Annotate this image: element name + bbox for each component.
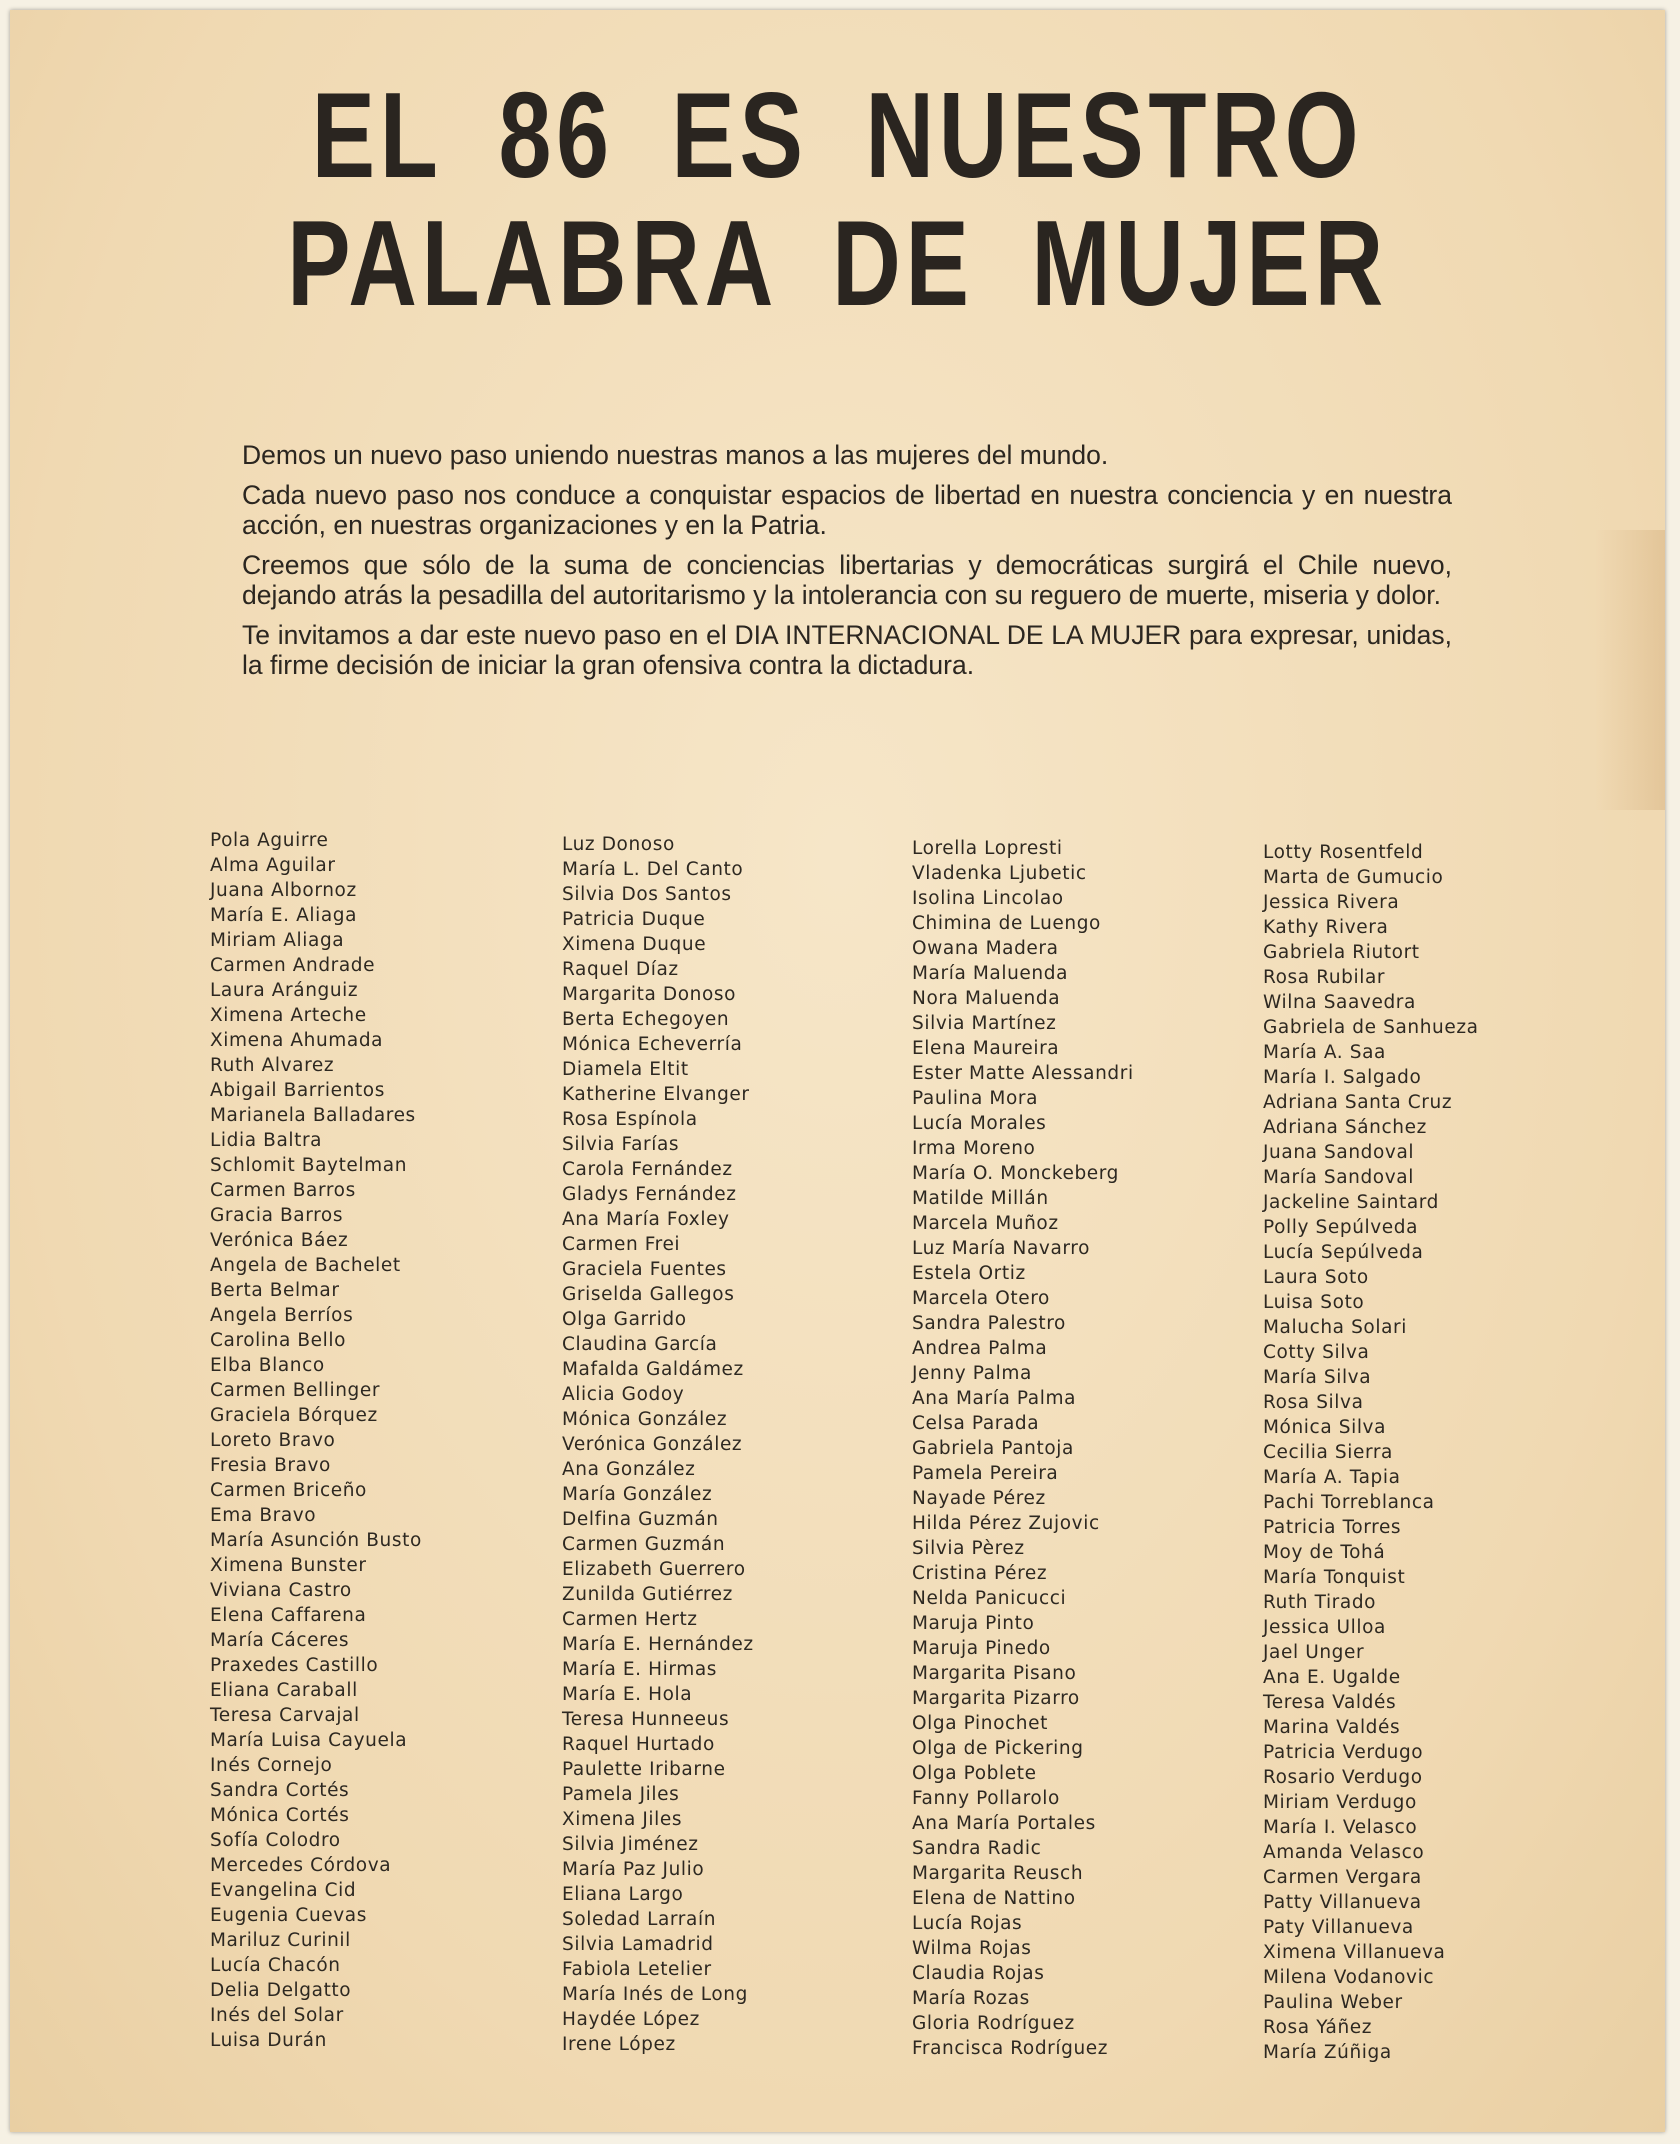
signatory-name: Gloria Rodríguez (912, 2013, 1075, 2034)
signatory-name: Alicia Godoy (562, 1384, 685, 1405)
signatory-name: Patricia Verdugo (1263, 1742, 1424, 1763)
signatory-name: Verónica Báez (210, 1230, 349, 1251)
signatory-name: Elizabeth Guerrero (562, 1559, 746, 1580)
signatory-name: Carmen Briceño (210, 1480, 367, 1501)
signatory-name: Wilna Saavedra (1263, 992, 1416, 1013)
signatory-name: Pachi Torreblanca (1263, 1492, 1435, 1513)
signatory-name: María I. Velasco (1263, 1817, 1418, 1838)
signatory-name: Adriana Santa Cruz (1263, 1092, 1453, 1113)
signatory-name: Ester Matte Alessandri (912, 1063, 1134, 1084)
signatory-name: Delfina Guzmán (562, 1509, 719, 1530)
signatory-name: Sandra Palestro (912, 1313, 1066, 1334)
signatory-name: Carmen Frei (562, 1234, 681, 1255)
signatory-name: Claudia Rojas (912, 1963, 1045, 1984)
signatory-name: María L. Del Canto (562, 859, 744, 880)
signatory-name: Raquel Hurtado (562, 1734, 715, 1755)
signatory-name: María A. Tapia (1263, 1467, 1401, 1488)
signatory-name: Milena Vodanovic (1263, 1967, 1435, 1988)
signatory-name: Owana Madera (912, 938, 1059, 959)
signatory-name: Maruja Pinedo (912, 1638, 1051, 1659)
signatory-name: Evangelina Cid (210, 1880, 357, 1901)
signatory-name: Nelda Panicucci (912, 1588, 1067, 1609)
signatory-name: María E. Hirmas (562, 1659, 718, 1680)
signatory-name: Ana María Palma (912, 1388, 1077, 1409)
signatory-name: Patty Villanueva (1263, 1892, 1422, 1913)
signatory-name: Luz María Navarro (912, 1238, 1091, 1259)
signatory-name: Eliana Caraball (210, 1680, 358, 1701)
signatory-name: Lucía Chacón (210, 1955, 341, 1976)
headline (192, 67, 1483, 332)
signatory-name: María Sandoval (1263, 1167, 1414, 1188)
signatory-name: Irene López (562, 2034, 676, 2055)
signatory-name: Andrea Palma (912, 1338, 1048, 1359)
signatory-name: Rosa Yáñez (1263, 2017, 1373, 2038)
signatory-name: Mónica Cortés (210, 1805, 350, 1826)
signatory-name: Isolina Lincolao (912, 888, 1064, 909)
signatory-name: Cristina Pérez (912, 1563, 1048, 1584)
signatory-name: Paty Villanueva (1263, 1917, 1414, 1938)
signatory-name: Ana María Portales (912, 1813, 1096, 1834)
signatory-name: Marcela Otero (912, 1288, 1050, 1309)
signatory-name: Olga Pinochet (912, 1713, 1048, 1734)
signatory-name: Fanny Pollarolo (912, 1788, 1060, 1809)
signatory-name: Rosa Silva (1263, 1392, 1364, 1413)
signatory-name: Margarita Reusch (912, 1863, 1084, 1884)
flyer-page (10, 10, 1665, 2132)
signatory-name: Fabiola Letelier (562, 1959, 712, 1980)
signatory-name: Silvia Lamadrid (562, 1934, 714, 1955)
signatory-name: Sandra Radic (912, 1838, 1042, 1859)
signatory-name: Miriam Verdugo (1263, 1792, 1417, 1813)
signatory-name: María Paz Julio (562, 1859, 705, 1880)
signatory-name: Patricia Duque (562, 909, 706, 930)
signatory-name: Berta Belmar (210, 1280, 340, 1301)
signatory-name: Luz Donoso (562, 834, 675, 855)
signatory-name: Nayade Pérez (912, 1488, 1046, 1509)
signatory-name: María Inés de Long (562, 1984, 748, 2005)
signatory-name: Lotty Rosentfeld (1263, 842, 1424, 863)
signatory-name: Malucha Solari (1263, 1317, 1407, 1338)
signatory-name: Praxedes Castillo (210, 1655, 379, 1676)
signatory-name: Carmen Hertz (562, 1609, 698, 1630)
signatory-name: María Tonquist (1263, 1567, 1406, 1588)
signatory-name: Laura Aránguiz (210, 980, 359, 1001)
signatory-name: Viviana Castro (210, 1580, 352, 1601)
signatory-name: Wilma Rojas (912, 1938, 1032, 1959)
signatory-name: Francisca Rodríguez (912, 2038, 1109, 2059)
signatory-name: Amanda Velasco (1263, 1842, 1425, 1863)
signatory-name: Angela Berríos (210, 1305, 354, 1326)
signatory-name: Miriam Aliaga (210, 930, 345, 951)
signatory-name: Carmen Andrade (210, 955, 376, 976)
signatory-name: Ana María Foxley (562, 1209, 730, 1230)
signatory-name: Loreto Bravo (210, 1430, 336, 1451)
signatory-name: Juana Albornoz (210, 880, 357, 901)
signatory-name: Jessica Ulloa (1263, 1617, 1386, 1638)
signatory-name: Estela Ortiz (912, 1263, 1026, 1284)
signatory-name: Rosa Espínola (562, 1109, 698, 1130)
signatory-name: Soledad Larraín (562, 1909, 717, 1930)
signatory-name: Inés del Solar (210, 2005, 344, 2026)
signatory-name: Silvia Pèrez (912, 1538, 1025, 1559)
signatory-name: Ximena Arteche (210, 1005, 367, 1026)
signatory-name: María Maluenda (912, 963, 1069, 984)
signatory-name: Diamela Eltit (562, 1059, 689, 1080)
signatory-name: Lucía Morales (912, 1113, 1047, 1134)
signatory-name: Elena de Nattino (912, 1888, 1076, 1909)
signatory-name: Gabriela de Sanhueza (1263, 1017, 1479, 1038)
signatory-name: Mónica González (562, 1409, 728, 1430)
signatory-name: Teresa Hunneeus (562, 1709, 730, 1730)
signatory-name: Inés Cornejo (210, 1755, 333, 1776)
signatory-name: María E. Aliaga (210, 905, 358, 926)
signatory-name: Silvia Farías (562, 1134, 680, 1155)
signatory-name: Gracia Barros (210, 1205, 344, 1226)
signatory-name: Ximena Jiles (562, 1809, 683, 1830)
signatory-name: Gladys Fernández (562, 1184, 737, 1205)
signatory-name: Teresa Carvajal (210, 1705, 360, 1726)
signatory-name: Jael Unger (1263, 1642, 1365, 1663)
intro-paragraph-3: Creemos que sólo de la suma de conciencias libertarias y democráticas surgirá el Chile nuevo, dejando atrás la pesadilla del autoritarismo y la intolerancia con su reguero de muerte, miseria y dolor. (242, 550, 1452, 610)
signatory-name: Sandra Cortés (210, 1780, 350, 1801)
signatory-name: Carmen Bellinger (210, 1380, 381, 1401)
signatory-name: Marianela Balladares (210, 1105, 416, 1126)
signatory-name: Rosa Rubilar (1263, 967, 1386, 988)
signatory-name: Ana E. Ugalde (1263, 1667, 1401, 1688)
signatory-name: Ximena Duque (562, 934, 707, 955)
signatory-name: Luisa Soto (1263, 1292, 1365, 1313)
signatory-name: María Silva (1263, 1367, 1372, 1388)
signatory-name: Mónica Silva (1263, 1417, 1387, 1438)
signatory-name: Delia Delgatto (210, 1980, 352, 2001)
signatory-name: Graciela Fuentes (562, 1259, 727, 1280)
signatory-name: Elba Blanco (210, 1355, 325, 1376)
signatory-name: Ximena Bunster (210, 1555, 367, 1576)
signatory-name: María Zúñiga (1263, 2042, 1392, 2063)
signatory-name: María Rozas (912, 1988, 1030, 2009)
signatory-name: Cotty Silva (1263, 1342, 1370, 1363)
signatory-name: María E. Hernández (562, 1634, 754, 1655)
signatory-name: Mafalda Galdámez (562, 1359, 744, 1380)
signatory-name: Berta Echegoyen (562, 1009, 730, 1030)
signatory-name: Silvia Dos Santos (562, 884, 732, 905)
signatory-name: Marcela Muñoz (912, 1213, 1059, 1234)
signatory-name: Matilde Millán (912, 1188, 1049, 1209)
signatory-name: Chimina de Luengo (912, 913, 1101, 934)
signatory-name: Mónica Echeverría (562, 1034, 743, 1055)
signatory-name: Jackeline Saintard (1263, 1192, 1440, 1213)
signatory-name: Vladenka Ljubetic (912, 863, 1087, 884)
signatory-name: María O. Monckeberg (912, 1163, 1119, 1184)
signatory-name: Moy de Tohá (1263, 1542, 1386, 1563)
signatory-name: Patricia Torres (1263, 1517, 1402, 1538)
signatory-name: Nora Maluenda (912, 988, 1061, 1009)
signatory-name: Maruja Pinto (912, 1613, 1035, 1634)
signatory-name: María Cáceres (210, 1630, 350, 1651)
signatory-name: Kathy Rivera (1263, 917, 1389, 938)
signatory-name: María Asunción Busto (210, 1530, 422, 1551)
signatory-name: Margarita Donoso (562, 984, 737, 1005)
signatory-name: Ximena Ahumada (210, 1030, 384, 1051)
signatory-name: Carolina Bello (210, 1330, 347, 1351)
signatory-name: Marina Valdés (1263, 1717, 1401, 1738)
signatory-name: Olga de Pickering (912, 1738, 1084, 1759)
signatory-name: Carmen Vergara (1263, 1867, 1422, 1888)
signatory-name: María A. Saa (1263, 1042, 1386, 1063)
signatory-name: Mercedes Córdova (210, 1855, 392, 1876)
signatory-name: Angela de Bachelet (210, 1255, 401, 1276)
signatory-name: Ema Bravo (210, 1505, 317, 1526)
signatory-name: Paulina Weber (1263, 1992, 1403, 2013)
signatory-name: Marta de Gumucio (1263, 867, 1444, 888)
signatory-name: Ximena Villanueva (1263, 1942, 1446, 1963)
signatory-name: Paulina Mora (912, 1088, 1039, 1109)
headline-line-1: EL 86 ES NUESTRO (311, 67, 1364, 204)
signatory-name: María I. Salgado (1263, 1067, 1422, 1088)
signatory-name: Carola Fernández (562, 1159, 733, 1180)
signatory-name: Margarita Pisano (912, 1663, 1077, 1684)
signatory-name: Olga Poblete (912, 1763, 1037, 1784)
signatory-name: Pamela Jiles (562, 1784, 680, 1805)
signatory-name: Schlomit Baytelman (210, 1155, 408, 1176)
signatory-name: Jessica Rivera (1263, 892, 1400, 913)
signatory-name: Adriana Sánchez (1263, 1117, 1427, 1138)
signatory-name: Fresia Bravo (210, 1455, 331, 1476)
signatory-name: Elena Maureira (912, 1038, 1060, 1059)
signatory-name: Verónica González (562, 1434, 743, 1455)
signatory-name: Paulette Iribarne (562, 1759, 726, 1780)
signatory-name: Teresa Valdés (1263, 1692, 1397, 1713)
signatory-name: Juana Sandoval (1263, 1142, 1415, 1163)
signatory-name: Silvia Jiménez (562, 1834, 699, 1855)
signatory-name: Silvia Martínez (912, 1013, 1057, 1034)
signatory-name: Laura Soto (1263, 1267, 1369, 1288)
signatory-name: María Luisa Cayuela (210, 1730, 408, 1751)
signatory-name: Raquel Díaz (562, 959, 679, 980)
signatory-name: Gabriela Riutort (1263, 942, 1420, 963)
signatory-name: Pamela Pereira (912, 1463, 1059, 1484)
signatory-name: Eliana Largo (562, 1884, 684, 1905)
signatory-name: Elena Caffarena (210, 1605, 367, 1626)
signatory-name: Jenny Palma (912, 1363, 1032, 1384)
signatory-column-1 (210, 828, 550, 2053)
signatory-name: Claudina García (562, 1334, 718, 1355)
signatory-column-2 (562, 832, 902, 2057)
signatory-name: Celsa Parada (912, 1413, 1040, 1434)
signatory-name: Rosario Verdugo (1263, 1767, 1423, 1788)
signatory-name: Ana González (562, 1459, 696, 1480)
signatory-name: Abigail Barrientos (210, 1080, 385, 1101)
signatory-name: María E. Hola (562, 1684, 693, 1705)
signatory-name: Zunilda Gutiérrez (562, 1584, 733, 1605)
signatory-name: Polly Sepúlveda (1263, 1217, 1419, 1238)
signatory-name: Lucía Rojas (912, 1913, 1023, 1934)
headline-line-2: PALABRA DE MUJER (287, 195, 1388, 332)
signatory-name: Carmen Guzmán (562, 1534, 726, 1555)
signatory-name: Pola Aguirre (210, 830, 329, 851)
paper-stain (1595, 530, 1665, 810)
signatory-name: Lucía Sepúlveda (1263, 1242, 1424, 1263)
signatory-name: Sofía Colodro (210, 1830, 341, 1851)
signatory-name: Olga Garrido (562, 1309, 687, 1330)
signatory-name: Haydée López (562, 2009, 700, 2030)
signatory-name: Gabriela Pantoja (912, 1438, 1074, 1459)
signatory-name: Ruth Tirado (1263, 1592, 1377, 1613)
intro-paragraph-1: Demos un nuevo paso uniendo nuestras manos a las mujeres del mundo. (242, 440, 1109, 470)
signatory-name: Katherine Elvanger (562, 1084, 750, 1105)
signatory-name: Hilda Pérez Zujovic (912, 1513, 1100, 1534)
signatory-name: Margarita Pizarro (912, 1688, 1080, 1709)
intro-paragraph-2: Cada nuevo paso nos conduce a conquistar espacios de libertad en nuestra conciencia y en nuestra acción, en nuestras organizaciones y en la Patria. (242, 480, 1452, 540)
signatory-name: María González (562, 1484, 713, 1505)
intro-text (242, 440, 1452, 690)
intro-paragraph-4: Te invitamos a dar este nuevo paso en el DIA INTERNACIONAL DE LA MUJER para expresar, unidas, la firme decisión de iniciar la gran ofensiva contra la dictadura. (242, 620, 1452, 680)
signatory-column-3 (912, 836, 1252, 2061)
signatory-name: Cecilia Sierra (1263, 1442, 1393, 1463)
signatory-name: Graciela Bórquez (210, 1405, 378, 1426)
signatory-name: Lorella Lopresti (912, 838, 1063, 859)
signatory-name: Lidia Baltra (210, 1130, 323, 1151)
signatory-name: Irma Moreno (912, 1138, 1036, 1159)
signatory-column-4 (1263, 840, 1603, 2065)
signatory-name: Luisa Durán (210, 2030, 327, 2051)
signatory-name: Griselda Gallegos (562, 1284, 735, 1305)
signatory-name: Ruth Alvarez (210, 1055, 335, 1076)
signatory-name: Carmen Barros (210, 1180, 356, 1201)
signatory-name: Eugenia Cuevas (210, 1905, 367, 1926)
signatory-name: Mariluz Curinil (210, 1930, 351, 1951)
signatory-name: Alma Aguilar (210, 855, 336, 876)
